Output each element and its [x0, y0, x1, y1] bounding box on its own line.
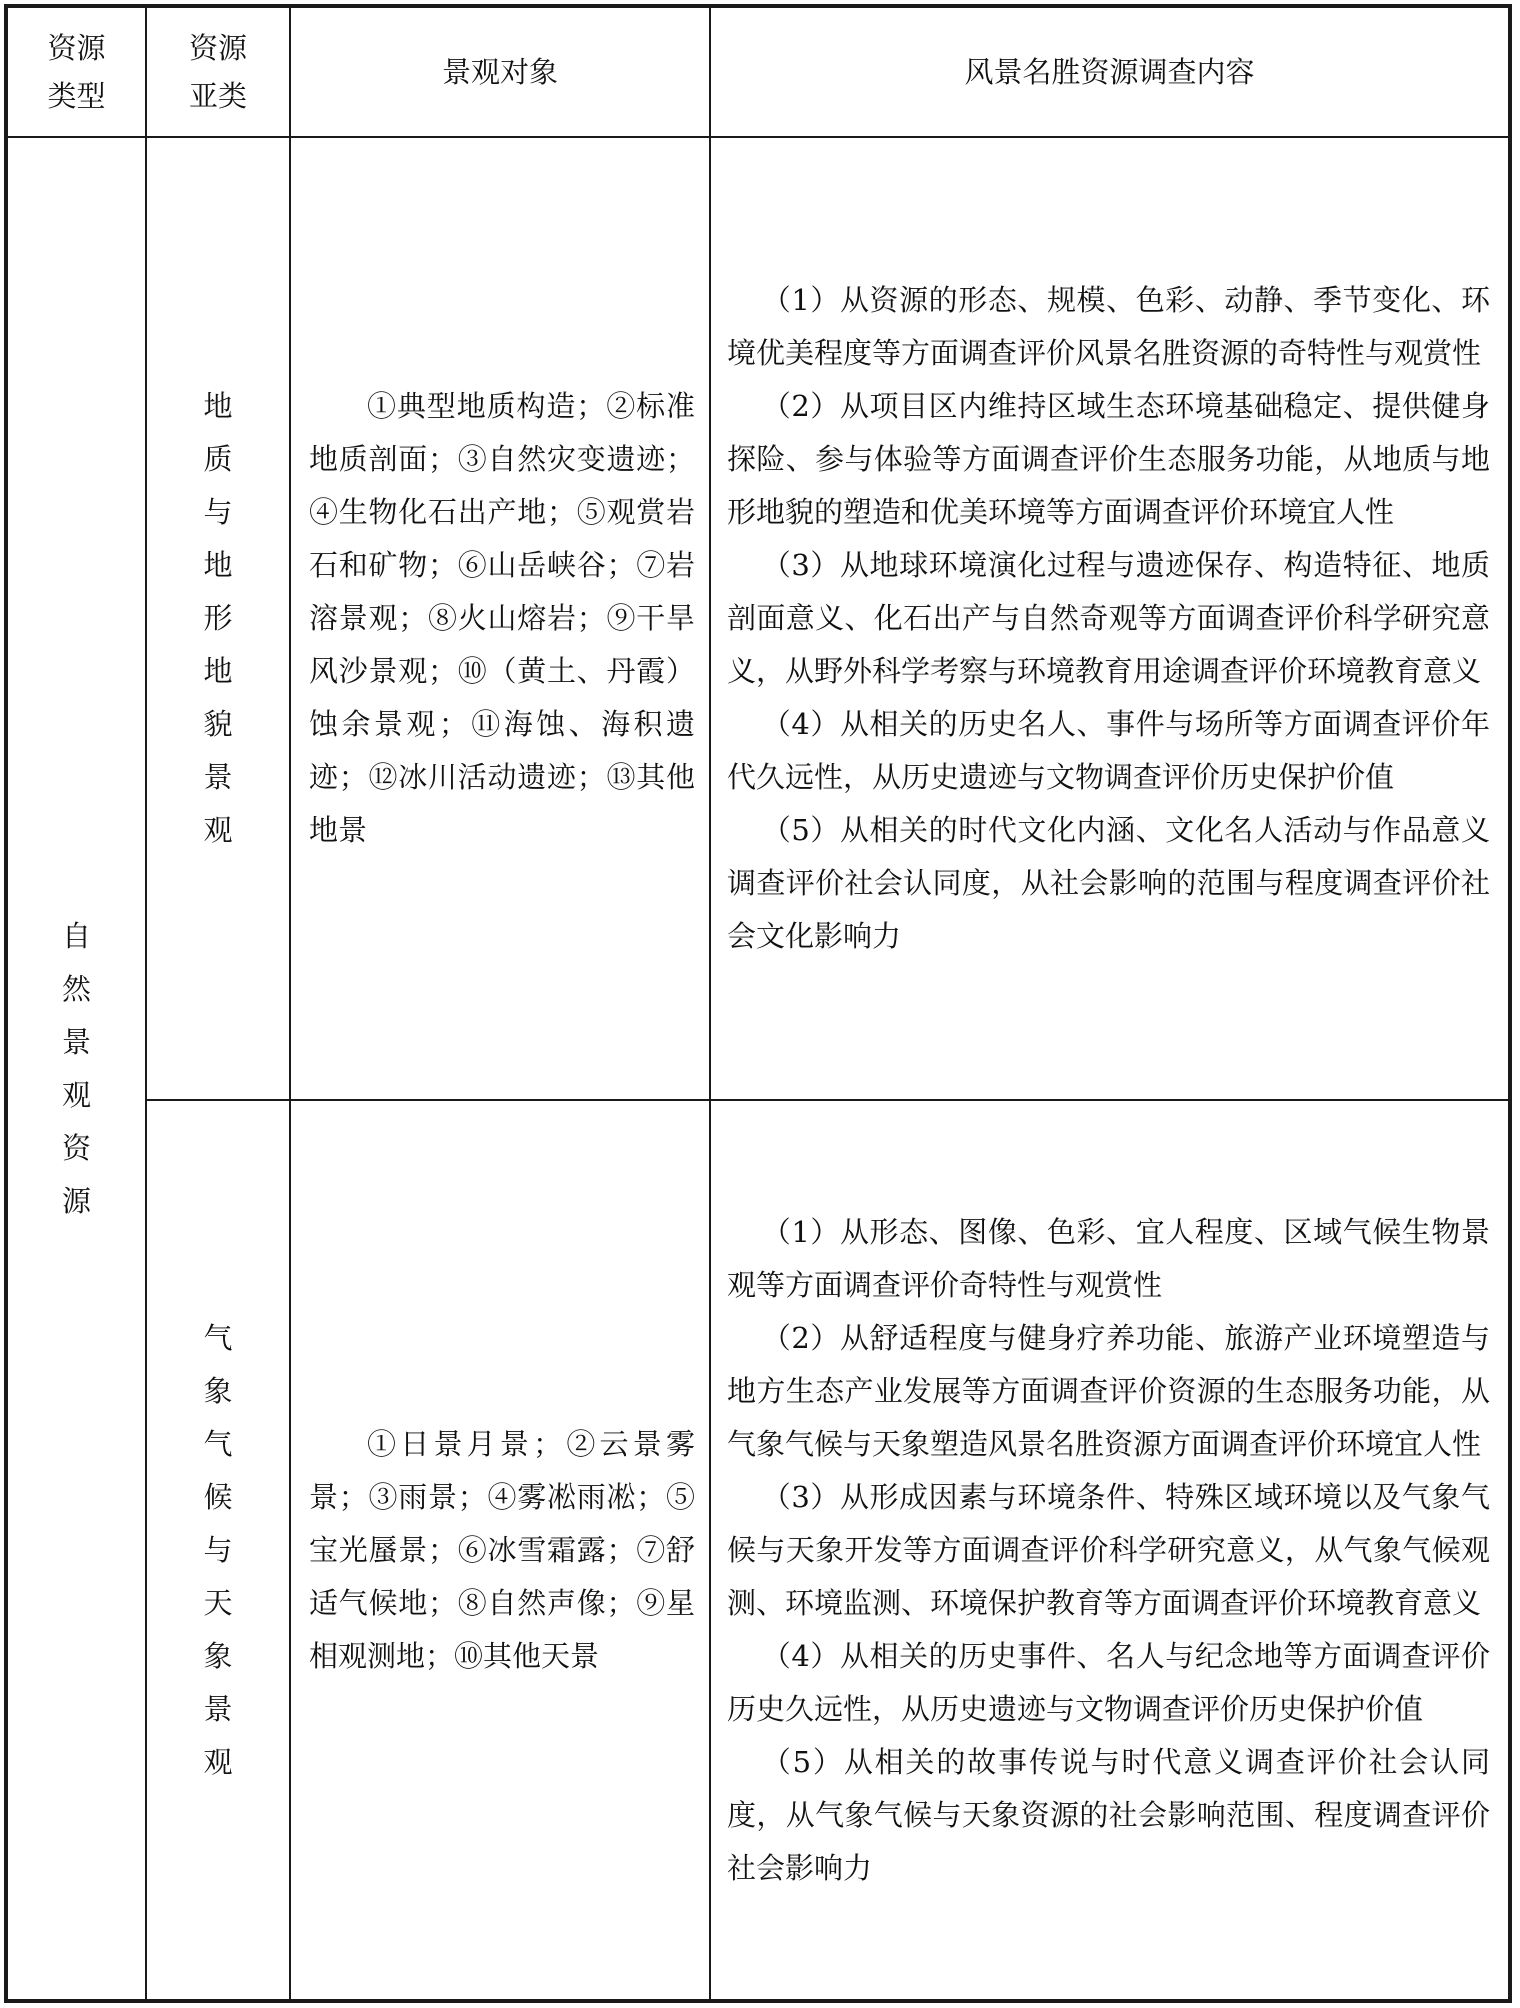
resource-subtype-cell: [146, 137, 290, 1100]
landscape-object-text: ①典型地质构造；②标准地质剖面；③自然灾变遗迹；④生物化石出产地；⑤观赏岩石和矿物；⑥山岳峡谷；⑦岩溶景观；⑧火山熔岩；⑨干旱风沙景观；⑩（黄土、丹霞）蚀余景观；⑪海蚀、海积遗迹；⑫冰川活动遗迹；⑬其他地景: [309, 389, 695, 847]
survey-content-item: （5）从相关的时代文化内涵、文化名人活动与作品意义调查评价社会认同度，从社会影响的范围与程度调查评价社会文化影响力: [727, 813, 1490, 953]
landscape-object-cell: [290, 137, 710, 1100]
resource-type-label: 自然景观资源: [61, 918, 91, 1218]
header-survey-content: 风景名胜资源调查内容: [710, 6, 1510, 137]
resource-subtype-cell: [146, 1100, 290, 2001]
resource-subtype-label: 气象气候与天象景观: [203, 1320, 233, 1779]
survey-content-item: （4）从相关的历史事件、名人与纪念地等方面调查评价历史久远性，从历史遗迹与文物调查评价历史保护价值: [727, 1638, 1490, 1726]
table-row: [6, 137, 1510, 1100]
header-landscape-object: 景观对象: [290, 6, 710, 137]
header-resource-type: 资源类型: [6, 6, 146, 137]
survey-content-item: （2）从项目区内维持区域生态环境基础稳定、提供健身探险、参与体验等方面调查评价生态服务功能，从地质与地形地貌的塑造和优美环境等方面调查评价环境宜人性: [727, 389, 1490, 529]
header-row: [6, 6, 1510, 137]
survey-content-cell: [710, 137, 1510, 1100]
survey-content-item: （1）从资源的形态、规模、色彩、动静、季节变化、环境优美程度等方面调查评价风景名胜资源的奇特性与观赏性: [727, 283, 1490, 370]
survey-content-item: （3）从地球环境演化过程与遗迹保存、构造特征、地质剖面意义、化石出产与自然奇观等方面调查评价科学研究意义，从野外科学考察与环境教育用途调查评价环境教育意义: [727, 548, 1490, 688]
landscape-object-cell: [290, 1100, 710, 2001]
resource-survey-table: [4, 4, 1512, 2003]
survey-content-item: （5）从相关的故事传说与时代意义调查评价社会认同度，从气象气候与天象资源的社会影响范围、程度调查评价社会影响力: [727, 1744, 1490, 1885]
survey-content-item: （1）从形态、图像、色彩、宜人程度、区域气候生物景观等方面调查评价奇特性与观赏性: [727, 1214, 1490, 1302]
survey-content-cell: [710, 1100, 1510, 2001]
header-resource-subtype: 资源亚类: [146, 6, 290, 137]
resource-type-cell: [6, 137, 146, 2001]
resource-subtype-label: 地质与地形地貌景观: [203, 389, 233, 847]
survey-content-item: （2）从舒适程度与健身疗养功能、旅游产业环境塑造与地方生态产业发展等方面调查评价资源的生态服务功能，从气象气候与天象塑造风景名胜资源方面调查评价环境宜人性: [727, 1320, 1490, 1461]
survey-content-item: （4）从相关的历史名人、事件与场所等方面调查评价年代久远性，从历史遗迹与文物调查评价历史保护价值: [727, 707, 1490, 794]
survey-content-item: （3）从形成因素与环境条件、特殊区域环境以及气象气候与天象开发等方面调查评价科学研究意义，从气象气候观测、环境监测、环境保护教育等方面调查评价环境教育意义: [727, 1479, 1490, 1620]
landscape-object-text: ①日景月景；②云景雾景；③雨景；④雾凇雨凇；⑤宝光蜃景；⑥冰雪霜露；⑦舒适气候地；⑧自然声像；⑨星相观测地；⑩其他天景: [309, 1426, 695, 1673]
table-row: [6, 1100, 1510, 2001]
